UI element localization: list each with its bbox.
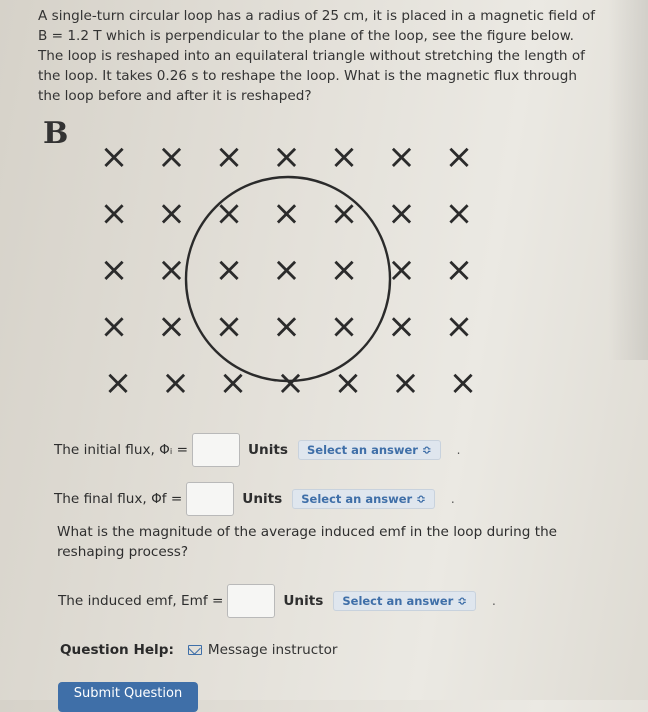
emf-row bbox=[58, 584, 496, 618]
field-x-mark: × bbox=[214, 306, 244, 347]
field-label: B bbox=[43, 116, 69, 151]
field-x-mark: × bbox=[218, 363, 248, 403]
field-x-mark: × bbox=[387, 306, 416, 347]
field-x-mark: × bbox=[99, 250, 129, 290]
field-x-mark: × bbox=[444, 250, 474, 290]
separator-dot: . bbox=[450, 492, 455, 506]
separator-dot: . bbox=[491, 594, 496, 608]
emf-question: What is the magnitude of the average induced emf in the loop during the reshaping process? bbox=[57, 524, 558, 560]
initial-flux-label: The initial flux, Φᵢ = bbox=[54, 442, 189, 458]
envelope-icon bbox=[188, 645, 202, 655]
field-x-mark: × bbox=[444, 306, 474, 347]
field-x-mark: × bbox=[99, 193, 129, 234]
separator-dot: . bbox=[456, 443, 461, 457]
submit-question-button[interactable]: Submit Question bbox=[58, 682, 198, 712]
field-x-mark: × bbox=[272, 193, 301, 234]
field-x-mark: × bbox=[214, 250, 244, 290]
initial-units-select[interactable]: Select an answer ≎ bbox=[298, 440, 441, 460]
field-x-mark: × bbox=[276, 363, 305, 403]
problem-text: A single-turn circular loop has a radius of 25 cm, it is placed in a magnetic field of B = 1.2 T which is perpendicular to the plane of the loop, see the figure below. The loop is reshaped into an equilateral triangle without stretching the length of the loop. It takes 0.26 s to reshape the loop. What is the magnetic flux through the loop before and after it is reshaped? bbox=[38, 8, 596, 104]
field-x-mark: × bbox=[448, 363, 478, 403]
photo-glare bbox=[608, 0, 648, 360]
field-x-mark: × bbox=[329, 193, 359, 234]
field-x-mark: × bbox=[214, 137, 244, 177]
field-x-mark: × bbox=[161, 363, 190, 403]
field-x-mark: × bbox=[157, 137, 186, 177]
message-instructor-link[interactable]: Message instructor bbox=[207, 642, 338, 658]
final-flux-input[interactable] bbox=[186, 482, 234, 516]
field-x-mark: × bbox=[387, 137, 416, 177]
field-x-mark: × bbox=[99, 306, 129, 347]
field-x-mark: × bbox=[329, 306, 359, 347]
field-x-mark: × bbox=[214, 193, 244, 234]
initial-flux-row bbox=[54, 433, 460, 467]
field-x-mark: × bbox=[99, 137, 129, 177]
field-x-mark: × bbox=[329, 137, 359, 177]
field-x-mark: × bbox=[387, 250, 416, 290]
question-help-label: Question Help: bbox=[60, 642, 174, 658]
field-x-mark: × bbox=[157, 306, 186, 347]
initial-units-label: Units bbox=[248, 442, 288, 458]
emf-units-label: Units bbox=[283, 593, 324, 609]
question-help bbox=[60, 642, 338, 658]
field-x-mark: × bbox=[444, 193, 474, 234]
emf-units-select[interactable]: Select an answer ≎ bbox=[333, 591, 476, 611]
final-flux-label: The final flux, Φf = bbox=[54, 491, 183, 507]
emf-label: The induced emf, Emf = bbox=[58, 593, 224, 609]
emf-input[interactable] bbox=[227, 584, 275, 618]
field-x-mark: × bbox=[272, 306, 301, 347]
field-x-mark: × bbox=[329, 250, 359, 290]
field-x-mark: × bbox=[444, 137, 474, 177]
final-flux-row bbox=[54, 482, 455, 516]
field-x-mark: × bbox=[391, 363, 420, 403]
field-x-mark: × bbox=[387, 193, 416, 234]
field-x-mark: × bbox=[272, 250, 301, 290]
final-units-select[interactable]: Select an answer ≎ bbox=[292, 489, 435, 509]
field-x-mark: × bbox=[272, 137, 301, 177]
initial-flux-input[interactable] bbox=[192, 433, 240, 467]
field-x-mark: × bbox=[157, 193, 186, 234]
field-x-mark: × bbox=[333, 363, 363, 403]
final-units-label: Units bbox=[242, 491, 283, 507]
field-x-mark: × bbox=[157, 250, 186, 290]
field-x-mark: × bbox=[103, 363, 133, 403]
